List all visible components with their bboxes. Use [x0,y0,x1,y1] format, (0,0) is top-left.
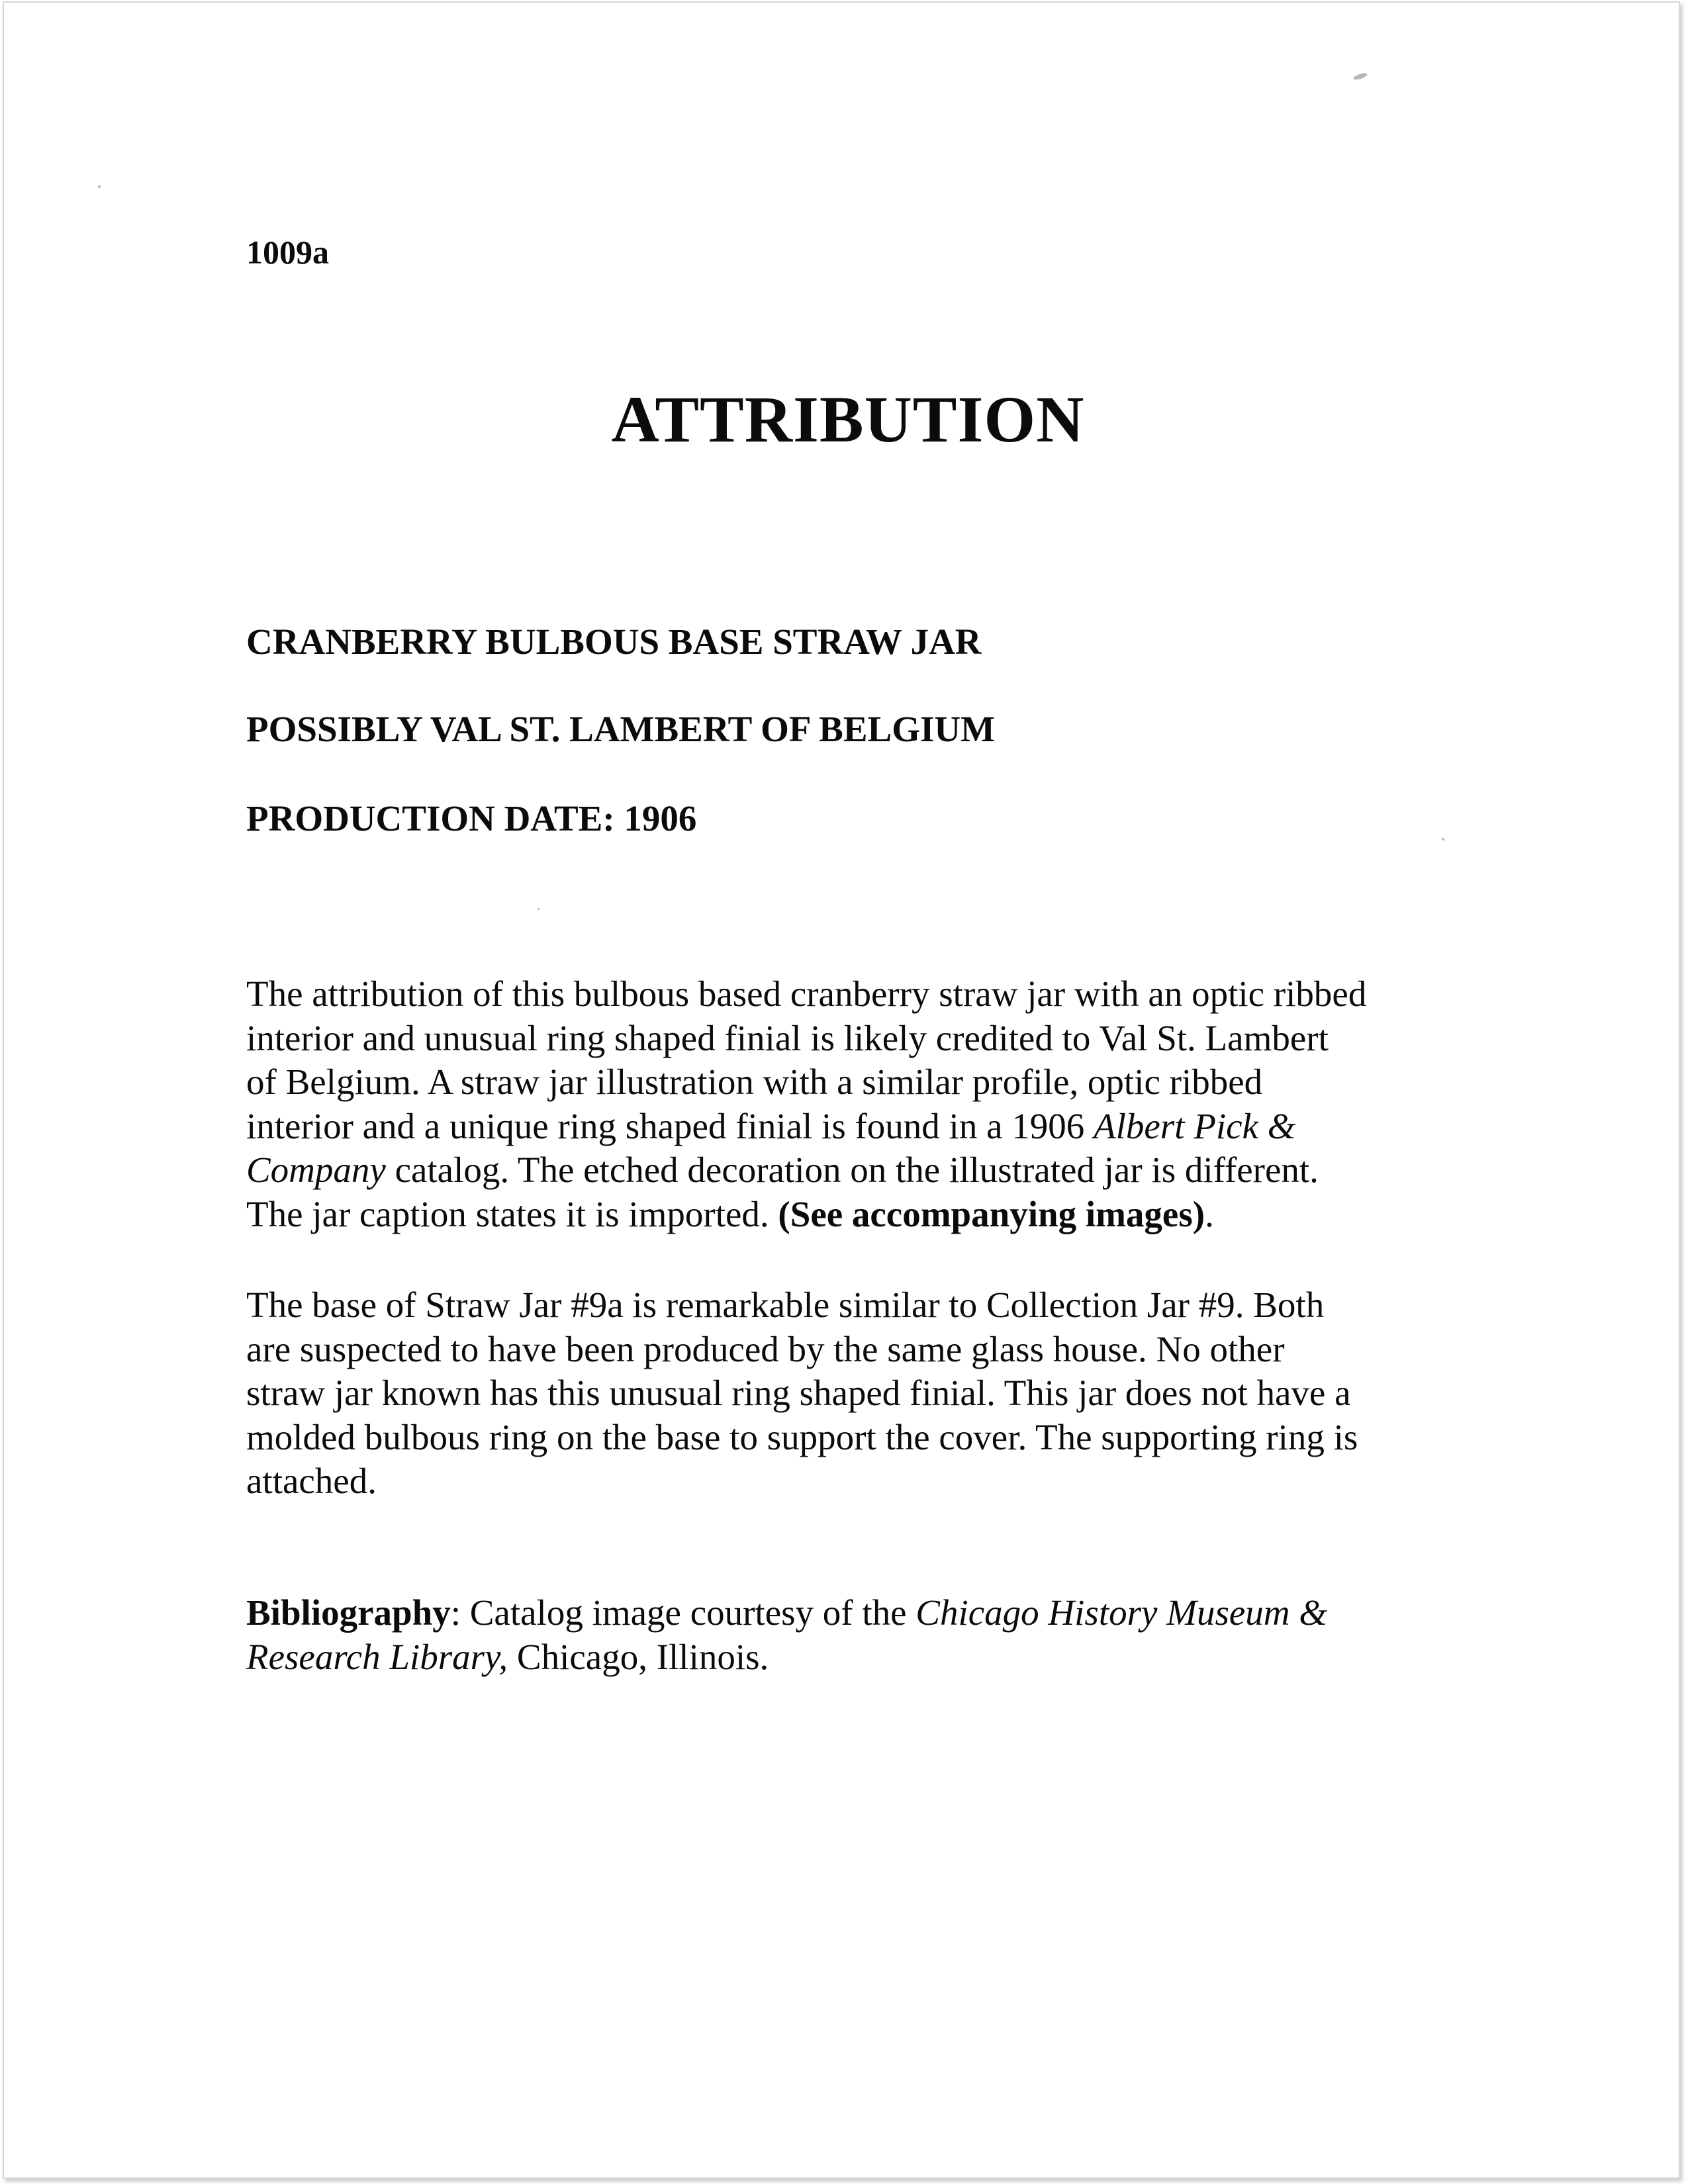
heading-maker: POSSIBLY VAL ST. LAMBERT OF BELGIUM [246,709,996,749]
paragraph-line: are suspected to have been produced by the same glass house. No other [246,1328,1285,1369]
heading-production-date: PRODUCTION DATE: 1906 [246,798,697,839]
bibliography [246,1591,1451,1679]
scan-mark [98,185,101,188]
paragraph-text: . [1205,1193,1214,1234]
paragraph-line [246,1193,1451,1237]
paragraph-text: The jar caption states it is imported. [246,1193,778,1234]
scan-mark [1442,838,1444,841]
paragraph-line [246,1148,1451,1193]
paragraph-line: straw jar known has this unusual ring shaped finial. This jar does not have a [246,1373,1351,1413]
paragraph-text: interior and a unique ring shaped finial is found in a 1906 [246,1105,1094,1146]
bibliography-line [246,1591,1451,1635]
scan-mark [1352,72,1368,81]
catalog-name-italic: Albert Pick & [1094,1105,1296,1146]
scan-mark [538,908,539,910]
bibliography-text: : Catalog image courtesy of the [450,1592,916,1633]
paragraph-line: of Belgium. A straw jar illustration with a similar profile, optic ribbed [246,1062,1263,1102]
bibliography-line [246,1635,1451,1680]
paragraph-line: molded bulbous ring on the base to support the cover. The supporting ring is [246,1416,1358,1457]
paragraph-text: catalog. The etched decoration on the illustrated jar is different. [385,1150,1319,1190]
source-name-italic: Chicago History Museum & [915,1592,1328,1633]
attribution-paragraph [246,972,1451,1236]
paragraph-line: The base of Straw Jar #9a is remarkable similar to Collection Jar #9. Both [246,1285,1325,1325]
document-number: 1009a [246,234,329,271]
see-images-note: (See accompanying images) [778,1193,1205,1234]
page-title: ATTRIBUTION [611,383,1085,456]
bibliography-label: Bibliography [246,1592,451,1633]
paragraph-line: The attribution of this bulbous based cranberry straw jar with an optic ribbed [246,974,1367,1014]
bibliography-text: Chicago, Illinois. [508,1636,769,1677]
heading-item-name: CRANBERRY BULBOUS BASE STRAW JAR [246,621,982,662]
source-name-italic: Research Library, [246,1636,508,1677]
paragraph-line: attached. [246,1461,377,1501]
catalog-name-italic: Company [246,1150,386,1190]
comparison-paragraph [246,1283,1451,1504]
paragraph-line [246,1105,1451,1149]
paragraph-line: interior and unusual ring shaped finial is likely credited to Val St. Lambert [246,1017,1329,1058]
document-page [3,1,1680,2179]
